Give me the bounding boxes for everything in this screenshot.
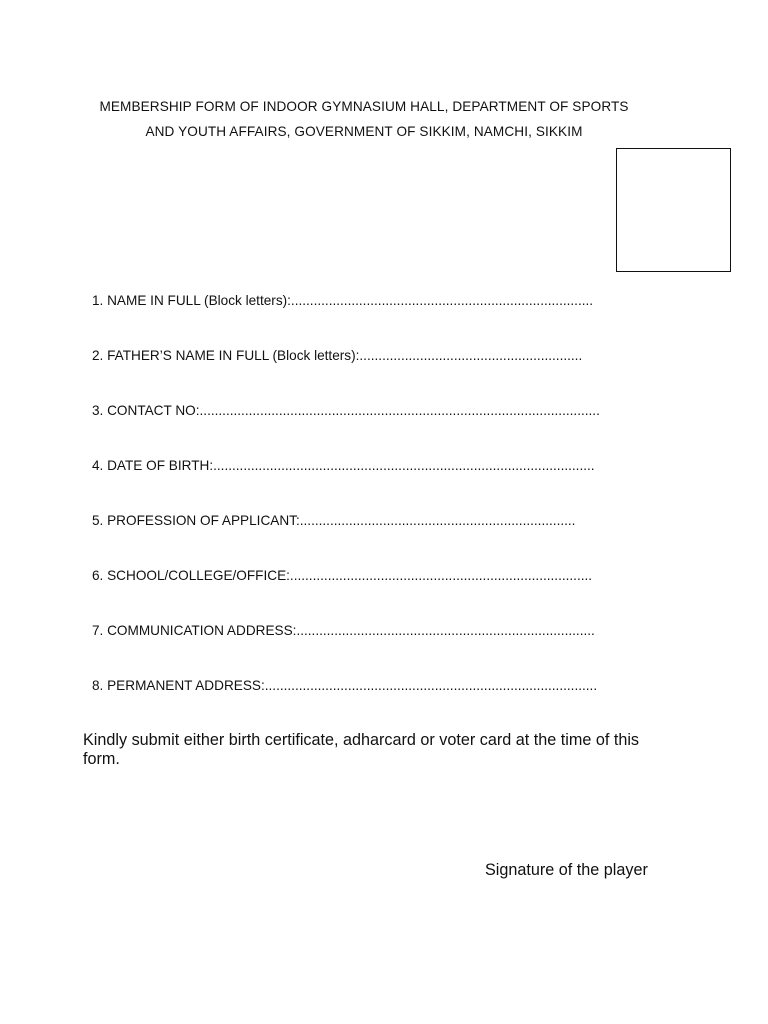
field-date-of-birth	[92, 458, 595, 473]
field-fill-line[interactable]: ................................................................................	[289, 568, 593, 583]
form-title-line-1: MEMBERSHIP FORM OF INDOOR GYMNASIUM HALL, DEPARTMENT OF SPORTS	[99, 99, 629, 114]
field-fathers-name	[92, 348, 582, 363]
field-school-college-office	[92, 568, 592, 583]
field-label: 2. FATHER’S NAME IN FULL (Block letters):	[92, 348, 360, 363]
field-fill-line[interactable]: .....................................................................................................	[213, 458, 595, 473]
field-name-in-full	[92, 293, 593, 308]
field-label: 6. SCHOOL/COLLEGE/OFFICE:	[92, 568, 290, 583]
field-fill-line[interactable]: ...............................................................................	[296, 623, 595, 638]
field-label: 5. PROFESSION OF APPLICANT:	[92, 513, 300, 528]
field-fill-line[interactable]: ........................................................................................	[264, 678, 598, 693]
field-label: 1. NAME IN FULL (Block letters):	[92, 293, 291, 308]
field-fill-line[interactable]: .........................................................................	[299, 513, 576, 528]
field-profession	[92, 513, 575, 528]
signature-label: Signature of the player	[485, 861, 648, 879]
field-label: 7. COMMUNICATION ADDRESS:	[92, 623, 297, 638]
photo-box	[616, 148, 731, 272]
field-fill-line[interactable]: ................................................................................	[290, 293, 594, 308]
field-label: 3. CONTACT NO:	[92, 403, 200, 418]
field-contact-no	[92, 403, 600, 418]
field-fill-line[interactable]: ..........................................................................................................	[199, 403, 600, 418]
field-label: 4. DATE OF BIRTH:	[92, 458, 214, 473]
field-communication-address	[92, 623, 595, 638]
form-title-line-2: AND YOUTH AFFAIRS, GOVERNMENT OF SIKKIM, NAMCHI, SIKKIM	[145, 124, 583, 139]
field-label: 8. PERMANENT ADDRESS:	[92, 678, 265, 693]
field-permanent-address	[92, 678, 597, 693]
submission-note: Kindly submit either birth certificate, adharcard or voter card at the time of this form.	[83, 731, 640, 768]
field-fill-line[interactable]: ...........................................................	[359, 348, 583, 363]
